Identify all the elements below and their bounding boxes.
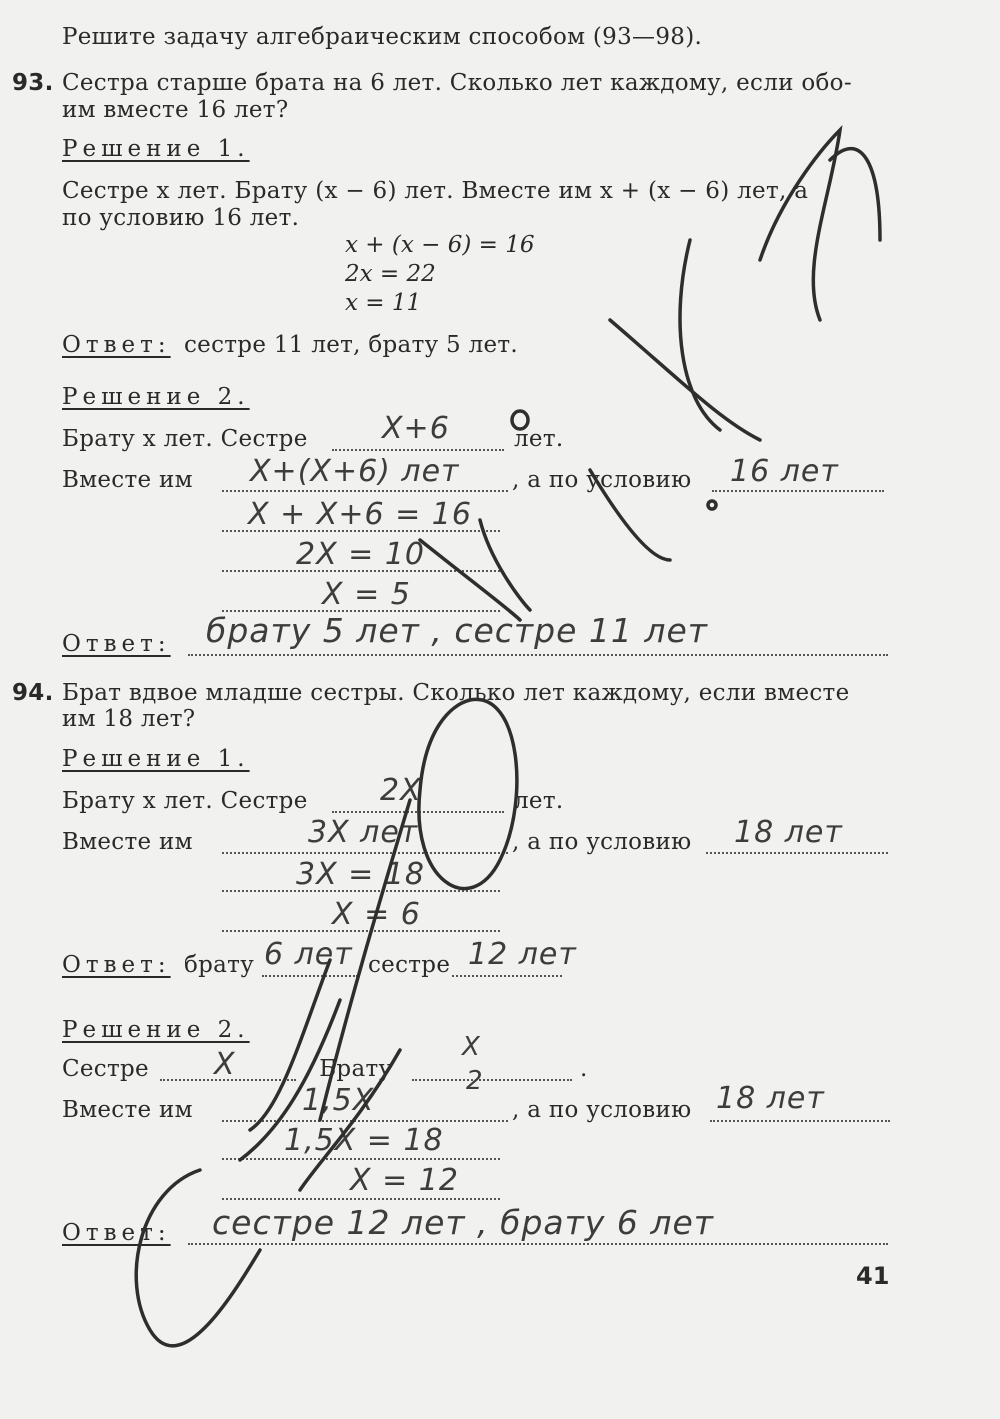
p94-answer2-label: Ответ: — [62, 1220, 171, 1246]
p93-sol2-line2-mid: , а по условию — [512, 467, 692, 493]
p94-sol2-line1-mid: . Брату — [304, 1056, 393, 1082]
problem-94-text-2: им 18 лет? — [62, 706, 196, 732]
p94-sol1-line2-mid: , а по условию — [512, 829, 692, 855]
hw-p94-together-2: 1,5X — [302, 1083, 375, 1118]
hw-p94-eq3: 1,5X = 18 — [284, 1123, 444, 1158]
stamp-letter-x-1 — [420, 540, 520, 620]
problem-94-number: 94. — [12, 680, 54, 706]
p93-sol2-line1-prefix: Брату x лет. Сестре — [62, 426, 308, 452]
p94-answer1-sister: сестре — [368, 952, 451, 978]
stamp-letter-i-1 — [760, 130, 840, 320]
p94-sol1-line2-prefix: Вместе им — [62, 829, 193, 855]
hw-p94-condition-2: 18 лет — [716, 1081, 825, 1116]
p93-together-blank — [222, 490, 508, 492]
p93-equation-2: 2x = 22 — [345, 261, 436, 287]
p94-sol2-line1-prefix: Сестре — [62, 1056, 149, 1082]
hw-p94-sister: 2X — [380, 773, 422, 808]
p94-sister-blank — [332, 811, 504, 813]
hw-p93-eq3: X = 5 — [322, 577, 411, 612]
stamp-letter-k-arm — [680, 240, 720, 430]
p93-sol2-line1-suffix: лет. — [514, 426, 564, 452]
p94-together-blank-2 — [222, 1120, 508, 1122]
hw-p94-brother-frac-den: 2 — [466, 1066, 484, 1096]
p94-work-line-3 — [222, 1158, 500, 1160]
stamp-letter-o — [419, 699, 517, 888]
p93-answer1-label: Ответ: — [62, 332, 171, 358]
p94-brother-blank — [412, 1079, 572, 1081]
p94-solution1-heading: Решение 1. — [62, 746, 250, 772]
p94-sol2-line2-mid: , а по условию — [512, 1097, 692, 1123]
p93-answer2-blank — [188, 654, 888, 656]
p94-sol1-line1-prefix: Брату x лет. Сестре — [62, 788, 308, 814]
p93-solution1-line-1: Сестре x лет. Брату (x − 6) лет. Вместе им x + (x − 6) лет, а — [62, 178, 809, 204]
hw-p93-together: X+(X+6) лет — [250, 454, 460, 489]
p94-answer2-blank — [188, 1243, 888, 1245]
p94-sol2-line2-prefix: Вместе им — [62, 1097, 193, 1123]
p93-condition-blank — [712, 490, 884, 492]
p94-solution2-heading: Решение 2. — [62, 1017, 250, 1043]
hw-p93-eq1: X + X+6 = 16 — [248, 497, 472, 532]
p94-condition-blank — [706, 852, 888, 854]
problem-93-text-1: Сестра старше брата на 6 лет. Сколько лет каждому, если обо- — [62, 70, 852, 96]
hw-p93-condition: 16 лет — [730, 454, 839, 489]
p93-answer2-label: Ответ: — [62, 631, 171, 657]
stamp-dot-small — [708, 501, 716, 509]
page-number: 41 — [856, 1262, 890, 1290]
p93-sister-blank — [332, 449, 504, 451]
hw-p94-answer-sister: 12 лет — [468, 937, 577, 972]
hw-p94-eq1: 3X = 18 — [296, 857, 426, 892]
p93-answer1-text: сестре 11 лет, брату 5 лет. — [184, 332, 519, 358]
stamp-letter-x-2 — [480, 520, 530, 610]
p94-answer1-blank-1 — [262, 975, 358, 977]
p93-solution1-heading: Решение 1. — [62, 136, 250, 162]
intro-text: Решите задачу алгебраическим способом (93—98). — [62, 24, 703, 50]
p94-sol1-line1-suffix: лет. — [514, 788, 564, 814]
hw-p94-brother-frac-num: X — [462, 1032, 481, 1062]
p93-equation-1: x + (x − 6) = 16 — [345, 232, 535, 258]
hw-p94-eq2: X = 6 — [332, 897, 421, 932]
p94-answer1-brother: брату — [184, 952, 255, 978]
p94-answer1-blank-2 — [452, 975, 562, 977]
hw-p94-together: 3X лет — [308, 815, 419, 850]
p94-sol2-line1-end: . — [580, 1056, 588, 1082]
p93-solution2-heading: Решение 2. — [62, 384, 250, 410]
stamp-letter-k-stem — [610, 320, 760, 440]
hw-p93-eq2: 2X = 10 — [296, 537, 426, 572]
p93-sol2-line2-prefix: Вместе им — [62, 467, 193, 493]
hw-p93-answer: брату 5 лет , сестре 11 лет — [206, 611, 708, 650]
p94-condition-blank-2 — [710, 1120, 890, 1122]
hw-p94-eq4: X = 12 — [350, 1163, 459, 1198]
p94-answer1-label: Ответ: — [62, 952, 171, 978]
hw-p93-sister: X+6 — [382, 411, 450, 446]
p93-solution1-line-2: по условию 16 лет. — [62, 205, 300, 231]
stamp-letter-c — [136, 1170, 260, 1346]
problem-94-text-1: Брат вдвое младше сестры. Сколько лет каждому, если вместе — [62, 680, 850, 706]
problem-93-text-2: им вместе 16 лет? — [62, 97, 289, 123]
hw-p94-answer-brother: 6 лет — [264, 937, 353, 972]
hw-p94-sister-2: X — [214, 1047, 236, 1082]
problem-93-number: 93. — [12, 70, 54, 96]
hw-p94-condition: 18 лет — [734, 815, 843, 850]
p93-equation-3: x = 11 — [345, 290, 422, 316]
p94-together-blank — [222, 852, 508, 854]
p94-work-line-4 — [222, 1198, 500, 1200]
stamp-letter-i-2 — [830, 149, 880, 240]
hw-p94-answer-2: сестре 12 лет , брату 6 лет — [212, 1203, 714, 1242]
